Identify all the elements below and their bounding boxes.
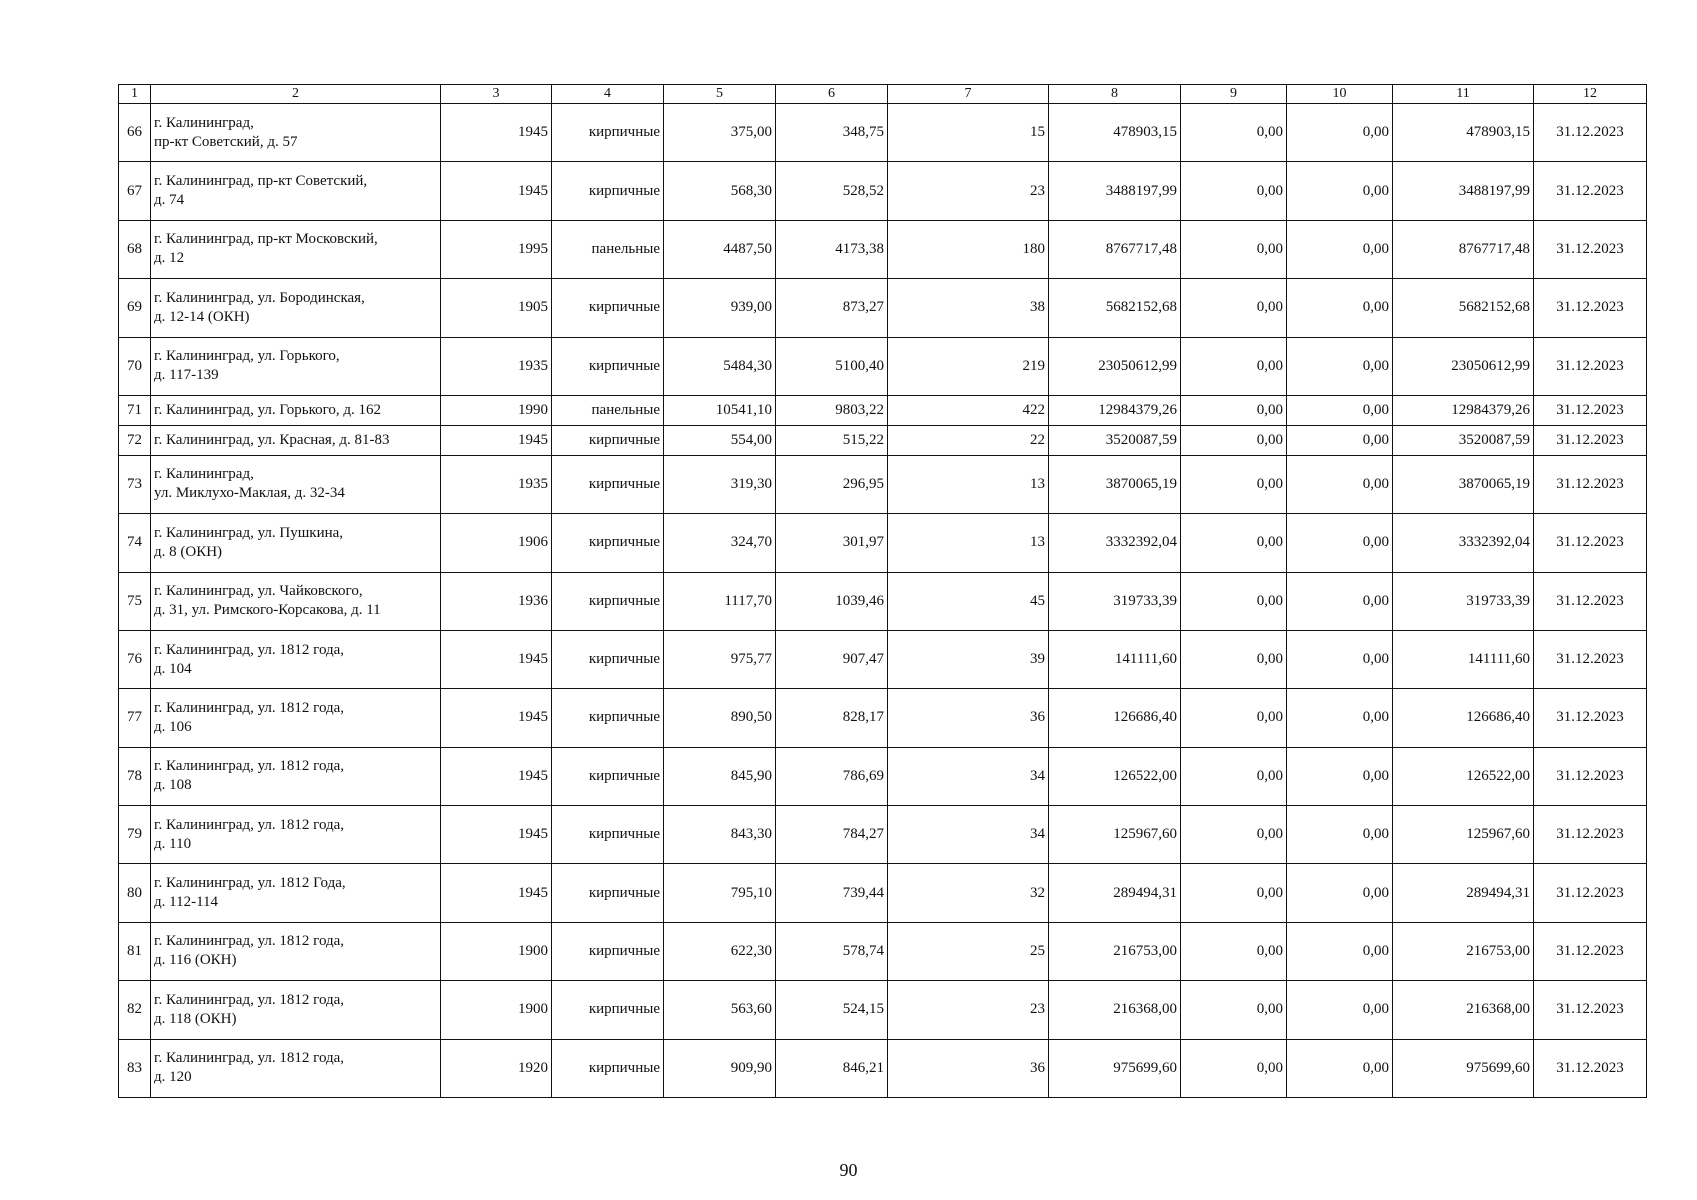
table-row: [119, 514, 1647, 572]
deadline-date-cell: 31.12.2023: [1534, 864, 1647, 922]
year-built-cell: 1945: [441, 162, 552, 220]
cost-total-cell: 3488197,99: [1049, 162, 1181, 220]
deadline-date-cell: 31.12.2023: [1534, 514, 1647, 572]
cost-col9-cell: 0,00: [1181, 630, 1287, 688]
row-number-cell: 75: [119, 572, 151, 630]
cost-total-cell: 478903,15: [1049, 104, 1181, 162]
row-number-cell: 78: [119, 747, 151, 805]
cost-col10-cell: 0,00: [1287, 864, 1393, 922]
row-number-cell: 73: [119, 455, 151, 513]
deadline-date-cell: 31.12.2023: [1534, 630, 1647, 688]
wall-material-cell: кирпичные: [552, 337, 664, 395]
cost-col11-cell: 289494,31: [1393, 864, 1534, 922]
residents-cell: 36: [888, 689, 1049, 747]
year-built-cell: 1945: [441, 864, 552, 922]
year-built-cell: 1900: [441, 981, 552, 1039]
cost-col9-cell: 0,00: [1181, 572, 1287, 630]
wall-material-cell: кирпичные: [552, 806, 664, 864]
cost-col10-cell: 0,00: [1287, 747, 1393, 805]
residents-cell: 36: [888, 1039, 1049, 1098]
deadline-date-cell: 31.12.2023: [1534, 395, 1647, 425]
row-number-cell: 83: [119, 1039, 151, 1098]
row-number-cell: 74: [119, 514, 151, 572]
area-total-cell: 939,00: [664, 279, 776, 337]
residents-cell: 13: [888, 455, 1049, 513]
wall-material-cell: кирпичные: [552, 981, 664, 1039]
row-number-cell: 82: [119, 981, 151, 1039]
year-built-cell: 1935: [441, 455, 552, 513]
cost-col9-cell: 0,00: [1181, 747, 1287, 805]
area-total-cell: 563,60: [664, 981, 776, 1039]
residents-cell: 13: [888, 514, 1049, 572]
cost-total-cell: 125967,60: [1049, 806, 1181, 864]
cost-col11-cell: 126522,00: [1393, 747, 1534, 805]
table-row: [119, 279, 1647, 337]
area-total-cell: 1117,70: [664, 572, 776, 630]
wall-material-cell: кирпичные: [552, 455, 664, 513]
area-living-cell: 784,27: [776, 806, 888, 864]
address-cell: г. Калининград, ул. 1812 года, д. 104: [151, 630, 441, 688]
cost-col11-cell: 126686,40: [1393, 689, 1534, 747]
cost-col10-cell: 0,00: [1287, 425, 1393, 455]
year-built-cell: 1936: [441, 572, 552, 630]
cost-col9-cell: 0,00: [1181, 981, 1287, 1039]
area-living-cell: 524,15: [776, 981, 888, 1039]
area-living-cell: 348,75: [776, 104, 888, 162]
area-living-cell: 528,52: [776, 162, 888, 220]
table-row: [119, 455, 1647, 513]
cost-col9-cell: 0,00: [1181, 162, 1287, 220]
table-body: [119, 104, 1647, 1098]
cost-col10-cell: 0,00: [1287, 806, 1393, 864]
wall-material-cell: кирпичные: [552, 747, 664, 805]
area-living-cell: 301,97: [776, 514, 888, 572]
column-header-8: 8: [1049, 85, 1181, 104]
cost-total-cell: 289494,31: [1049, 864, 1181, 922]
column-header-3: 3: [441, 85, 552, 104]
cost-total-cell: 23050612,99: [1049, 337, 1181, 395]
area-living-cell: 828,17: [776, 689, 888, 747]
cost-total-cell: 126522,00: [1049, 747, 1181, 805]
area-total-cell: 375,00: [664, 104, 776, 162]
table-row: [119, 395, 1647, 425]
cost-col9-cell: 0,00: [1181, 514, 1287, 572]
table-row: [119, 1039, 1647, 1098]
cost-col10-cell: 0,00: [1287, 981, 1393, 1039]
address-cell: г. Калининград, ул. 1812 года, д. 118 (ОКН): [151, 981, 441, 1039]
wall-material-cell: кирпичные: [552, 689, 664, 747]
deadline-date-cell: 31.12.2023: [1534, 922, 1647, 980]
area-living-cell: 907,47: [776, 630, 888, 688]
residents-cell: 23: [888, 162, 1049, 220]
address-cell: г. Калининград, ул. Пушкина, д. 8 (ОКН): [151, 514, 441, 572]
cost-total-cell: 216753,00: [1049, 922, 1181, 980]
cost-col9-cell: 0,00: [1181, 395, 1287, 425]
row-number-cell: 77: [119, 689, 151, 747]
area-total-cell: 10541,10: [664, 395, 776, 425]
deadline-date-cell: 31.12.2023: [1534, 981, 1647, 1039]
deadline-date-cell: 31.12.2023: [1534, 279, 1647, 337]
wall-material-cell: кирпичные: [552, 162, 664, 220]
column-header-6: 6: [776, 85, 888, 104]
area-total-cell: 843,30: [664, 806, 776, 864]
cost-col9-cell: 0,00: [1181, 864, 1287, 922]
cost-col11-cell: 23050612,99: [1393, 337, 1534, 395]
area-living-cell: 873,27: [776, 279, 888, 337]
area-total-cell: 890,50: [664, 689, 776, 747]
table-row: [119, 806, 1647, 864]
cost-col10-cell: 0,00: [1287, 689, 1393, 747]
residents-cell: 34: [888, 806, 1049, 864]
deadline-date-cell: 31.12.2023: [1534, 337, 1647, 395]
cost-col11-cell: 319733,39: [1393, 572, 1534, 630]
wall-material-cell: кирпичные: [552, 864, 664, 922]
column-header-7: 7: [888, 85, 1049, 104]
residents-cell: 219: [888, 337, 1049, 395]
area-living-cell: 296,95: [776, 455, 888, 513]
cost-col9-cell: 0,00: [1181, 279, 1287, 337]
row-number-cell: 76: [119, 630, 151, 688]
deadline-date-cell: 31.12.2023: [1534, 455, 1647, 513]
wall-material-cell: кирпичные: [552, 1039, 664, 1098]
area-living-cell: 515,22: [776, 425, 888, 455]
cost-col11-cell: 216753,00: [1393, 922, 1534, 980]
cost-col9-cell: 0,00: [1181, 220, 1287, 278]
year-built-cell: 1920: [441, 1039, 552, 1098]
cost-col10-cell: 0,00: [1287, 455, 1393, 513]
cost-total-cell: 126686,40: [1049, 689, 1181, 747]
wall-material-cell: кирпичные: [552, 572, 664, 630]
residents-cell: 45: [888, 572, 1049, 630]
row-number-cell: 67: [119, 162, 151, 220]
cost-col10-cell: 0,00: [1287, 1039, 1393, 1098]
address-cell: г. Калининград, ул. Горького, д. 162: [151, 395, 441, 425]
area-living-cell: 5100,40: [776, 337, 888, 395]
cost-col9-cell: 0,00: [1181, 104, 1287, 162]
residents-cell: 23: [888, 981, 1049, 1039]
area-total-cell: 319,30: [664, 455, 776, 513]
cost-col9-cell: 0,00: [1181, 806, 1287, 864]
year-built-cell: 1945: [441, 747, 552, 805]
row-number-cell: 71: [119, 395, 151, 425]
year-built-cell: 1935: [441, 337, 552, 395]
year-built-cell: 1906: [441, 514, 552, 572]
area-total-cell: 975,77: [664, 630, 776, 688]
column-header-10: 10: [1287, 85, 1393, 104]
cost-total-cell: 975699,60: [1049, 1039, 1181, 1098]
address-cell: г. Калининград, ул. 1812 года, д. 106: [151, 689, 441, 747]
address-cell: г. Калининград, ул. 1812 года, д. 108: [151, 747, 441, 805]
column-header-5: 5: [664, 85, 776, 104]
area-living-cell: 1039,46: [776, 572, 888, 630]
table-row: [119, 981, 1647, 1039]
cost-col9-cell: 0,00: [1181, 1039, 1287, 1098]
area-living-cell: 846,21: [776, 1039, 888, 1098]
deadline-date-cell: 31.12.2023: [1534, 425, 1647, 455]
area-living-cell: 786,69: [776, 747, 888, 805]
address-cell: г. Калининград, ул. 1812 года, д. 116 (ОКН): [151, 922, 441, 980]
table-row: [119, 689, 1647, 747]
wall-material-cell: кирпичные: [552, 630, 664, 688]
column-header-12: 12: [1534, 85, 1647, 104]
cost-col10-cell: 0,00: [1287, 922, 1393, 980]
cost-col10-cell: 0,00: [1287, 279, 1393, 337]
residents-cell: 422: [888, 395, 1049, 425]
residents-cell: 38: [888, 279, 1049, 337]
year-built-cell: 1945: [441, 425, 552, 455]
registry-table: [118, 84, 1647, 1098]
table-row: [119, 104, 1647, 162]
table-row: [119, 425, 1647, 455]
cost-col9-cell: 0,00: [1181, 922, 1287, 980]
cost-col10-cell: 0,00: [1287, 162, 1393, 220]
row-number-cell: 72: [119, 425, 151, 455]
area-total-cell: 795,10: [664, 864, 776, 922]
column-header-11: 11: [1393, 85, 1534, 104]
row-number-cell: 70: [119, 337, 151, 395]
table-row: [119, 747, 1647, 805]
deadline-date-cell: 31.12.2023: [1534, 162, 1647, 220]
wall-material-cell: панельные: [552, 395, 664, 425]
year-built-cell: 1945: [441, 806, 552, 864]
year-built-cell: 1945: [441, 104, 552, 162]
area-total-cell: 554,00: [664, 425, 776, 455]
area-living-cell: 578,74: [776, 922, 888, 980]
cost-col10-cell: 0,00: [1287, 514, 1393, 572]
row-number-cell: 80: [119, 864, 151, 922]
year-built-cell: 1945: [441, 689, 552, 747]
area-living-cell: 4173,38: [776, 220, 888, 278]
table-row: [119, 572, 1647, 630]
wall-material-cell: кирпичные: [552, 514, 664, 572]
area-total-cell: 622,30: [664, 922, 776, 980]
year-built-cell: 1905: [441, 279, 552, 337]
cost-col11-cell: 3332392,04: [1393, 514, 1534, 572]
row-number-cell: 69: [119, 279, 151, 337]
cost-total-cell: 141111,60: [1049, 630, 1181, 688]
row-number-cell: 68: [119, 220, 151, 278]
address-cell: г. Калининград, ул. 1812 года, д. 110: [151, 806, 441, 864]
wall-material-cell: кирпичные: [552, 279, 664, 337]
area-total-cell: 4487,50: [664, 220, 776, 278]
table-row: [119, 922, 1647, 980]
table-row: [119, 162, 1647, 220]
table-row: [119, 864, 1647, 922]
row-number-cell: 79: [119, 806, 151, 864]
cost-total-cell: 12984379,26: [1049, 395, 1181, 425]
deadline-date-cell: 31.12.2023: [1534, 689, 1647, 747]
residents-cell: 22: [888, 425, 1049, 455]
cost-col9-cell: 0,00: [1181, 337, 1287, 395]
wall-material-cell: панельные: [552, 220, 664, 278]
address-cell: г. Калининград, ул. Горького, д. 117-139: [151, 337, 441, 395]
cost-col9-cell: 0,00: [1181, 425, 1287, 455]
column-header-1: 1: [119, 85, 151, 104]
cost-col11-cell: 8767717,48: [1393, 220, 1534, 278]
address-cell: г. Калининград, ул. Чайковского, д. 31, ул. Римского-Корсакова, д. 11: [151, 572, 441, 630]
table-row: [119, 220, 1647, 278]
cost-col11-cell: 141111,60: [1393, 630, 1534, 688]
cost-col11-cell: 125967,60: [1393, 806, 1534, 864]
cost-col10-cell: 0,00: [1287, 337, 1393, 395]
cost-col11-cell: 3488197,99: [1393, 162, 1534, 220]
residents-cell: 180: [888, 220, 1049, 278]
cost-col10-cell: 0,00: [1287, 395, 1393, 425]
cost-total-cell: 3332392,04: [1049, 514, 1181, 572]
row-number-cell: 66: [119, 104, 151, 162]
year-built-cell: 1990: [441, 395, 552, 425]
wall-material-cell: кирпичные: [552, 104, 664, 162]
year-built-cell: 1995: [441, 220, 552, 278]
column-number-row: [119, 85, 1647, 104]
table-row: [119, 630, 1647, 688]
table-row: [119, 337, 1647, 395]
residents-cell: 34: [888, 747, 1049, 805]
address-cell: г. Калининград, ул. 1812 года, д. 120: [151, 1039, 441, 1098]
deadline-date-cell: 31.12.2023: [1534, 220, 1647, 278]
cost-total-cell: 8767717,48: [1049, 220, 1181, 278]
cost-col11-cell: 216368,00: [1393, 981, 1534, 1039]
cost-total-cell: 3520087,59: [1049, 425, 1181, 455]
address-cell: г. Калининград, ул. Красная, д. 81-83: [151, 425, 441, 455]
cost-col11-cell: 5682152,68: [1393, 279, 1534, 337]
area-total-cell: 845,90: [664, 747, 776, 805]
address-cell: г. Калининград, пр-кт Советский, д. 57: [151, 104, 441, 162]
year-built-cell: 1900: [441, 922, 552, 980]
area-living-cell: 739,44: [776, 864, 888, 922]
address-cell: г. Калининград, пр-кт Московский, д. 12: [151, 220, 441, 278]
address-cell: г. Калининград, пр-кт Советский, д. 74: [151, 162, 441, 220]
residents-cell: 25: [888, 922, 1049, 980]
cost-col10-cell: 0,00: [1287, 630, 1393, 688]
column-header-9: 9: [1181, 85, 1287, 104]
deadline-date-cell: 31.12.2023: [1534, 806, 1647, 864]
cost-col9-cell: 0,00: [1181, 689, 1287, 747]
cost-total-cell: 3870065,19: [1049, 455, 1181, 513]
deadline-date-cell: 31.12.2023: [1534, 104, 1647, 162]
cost-col9-cell: 0,00: [1181, 455, 1287, 513]
cost-col10-cell: 0,00: [1287, 572, 1393, 630]
area-total-cell: 909,90: [664, 1039, 776, 1098]
cost-col11-cell: 975699,60: [1393, 1039, 1534, 1098]
page-number: 90: [839, 1160, 858, 1180]
cost-total-cell: 5682152,68: [1049, 279, 1181, 337]
area-total-cell: 568,30: [664, 162, 776, 220]
address-cell: г. Калининград, ул. 1812 Года, д. 112-114: [151, 864, 441, 922]
column-header-4: 4: [552, 85, 664, 104]
area-living-cell: 9803,22: [776, 395, 888, 425]
address-cell: г. Калининград, ул. Миклухо-Маклая, д. 32-34: [151, 455, 441, 513]
column-header-2: 2: [151, 85, 441, 104]
area-total-cell: 324,70: [664, 514, 776, 572]
deadline-date-cell: 31.12.2023: [1534, 1039, 1647, 1098]
cost-total-cell: 319733,39: [1049, 572, 1181, 630]
cost-col11-cell: 478903,15: [1393, 104, 1534, 162]
area-total-cell: 5484,30: [664, 337, 776, 395]
residents-cell: 15: [888, 104, 1049, 162]
cost-col11-cell: 12984379,26: [1393, 395, 1534, 425]
row-number-cell: 81: [119, 922, 151, 980]
cost-total-cell: 216368,00: [1049, 981, 1181, 1039]
residents-cell: 39: [888, 630, 1049, 688]
address-cell: г. Калининград, ул. Бородинская, д. 12-14 (ОКН): [151, 279, 441, 337]
residents-cell: 32: [888, 864, 1049, 922]
cost-col10-cell: 0,00: [1287, 104, 1393, 162]
cost-col11-cell: 3870065,19: [1393, 455, 1534, 513]
deadline-date-cell: 31.12.2023: [1534, 747, 1647, 805]
deadline-date-cell: 31.12.2023: [1534, 572, 1647, 630]
cost-col11-cell: 3520087,59: [1393, 425, 1534, 455]
year-built-cell: 1945: [441, 630, 552, 688]
wall-material-cell: кирпичные: [552, 425, 664, 455]
wall-material-cell: кирпичные: [552, 922, 664, 980]
cost-col10-cell: 0,00: [1287, 220, 1393, 278]
